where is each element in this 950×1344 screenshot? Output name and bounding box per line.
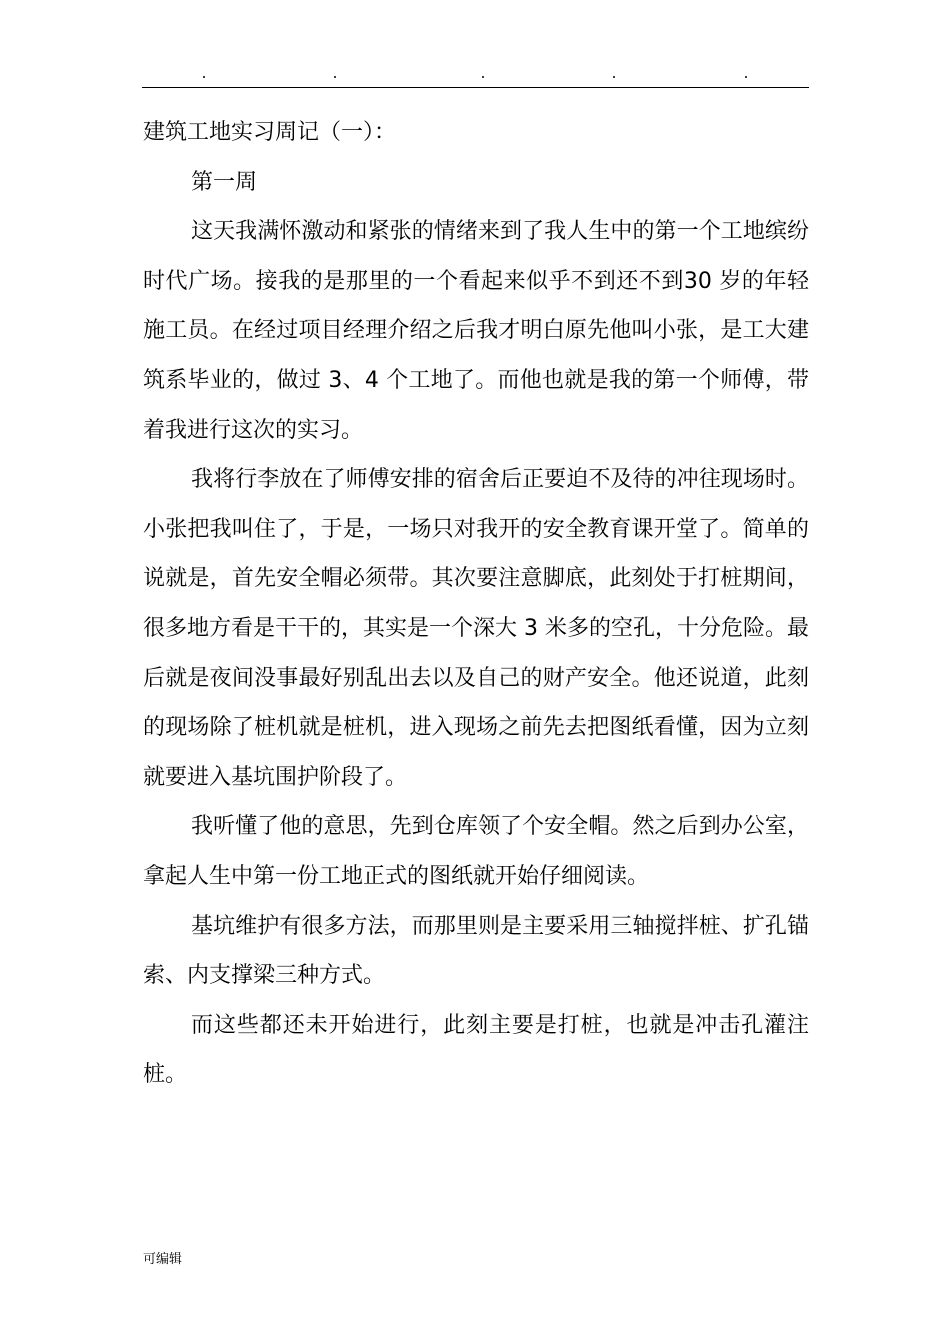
header-dot	[613, 76, 615, 78]
document-title: 建筑工地实习周记（一）：	[143, 120, 397, 145]
header-dot	[482, 76, 484, 78]
footer-note: 可编辑	[143, 1252, 183, 1267]
paragraph: 而这些都还未开始进行，此刻主要是打桩，也就是冲击孔灌注桩。	[143, 1012, 809, 1088]
header-dot	[745, 76, 747, 78]
document-body	[143, 108, 809, 1100]
week-label: 第一周	[191, 169, 258, 195]
header-dot	[334, 76, 336, 78]
header-rule	[142, 87, 809, 88]
paragraph: 我听懂了他的意思，先到仓库领了个安全帽。然之后到办公室，拿起人生中第一份工地正式的图纸就开始仔细阅读。	[143, 814, 809, 889]
paragraph: 这天我满怀激动和紧张的情绪来到了我人生中的第一个工地缤纷时代广场。接我的是那里的一个看起来似乎不到还不到30 岁的年轻施工员。在经过项目经理介绍之后我才明白原先他叫小张，是工大建筑系毕业的，做过 3、4 个工地了。而他也就是我的第一个师傅，带着我进行这次的实习。	[143, 219, 809, 443]
header-dot	[203, 76, 205, 78]
paragraph: 我将行李放在了师傅安排的宿舍后正要迫不及待的冲往现场时。小张把我叫住了，于是，一场只对我开的安全教育课开堂了。简单的说就是，首先安全帽必须带。其次要注意脚底，此刻处于打桩期间，很多地方看是干干的，其实是一个深大 3 米多的空孔，十分危险。最后就是夜间没事最好别乱出去以及自己的财产安全。他还说道，此刻的现场除了桩机就是桩机，进入现场之前先去把图纸看懂，因为立刻就要进入基坑围护阶段了。	[143, 467, 809, 790]
paragraph: 基坑维护有很多方法，而那里则是主要采用三轴搅拌桩、扩孔锚索、内支撑梁三种方式。	[143, 913, 809, 989]
